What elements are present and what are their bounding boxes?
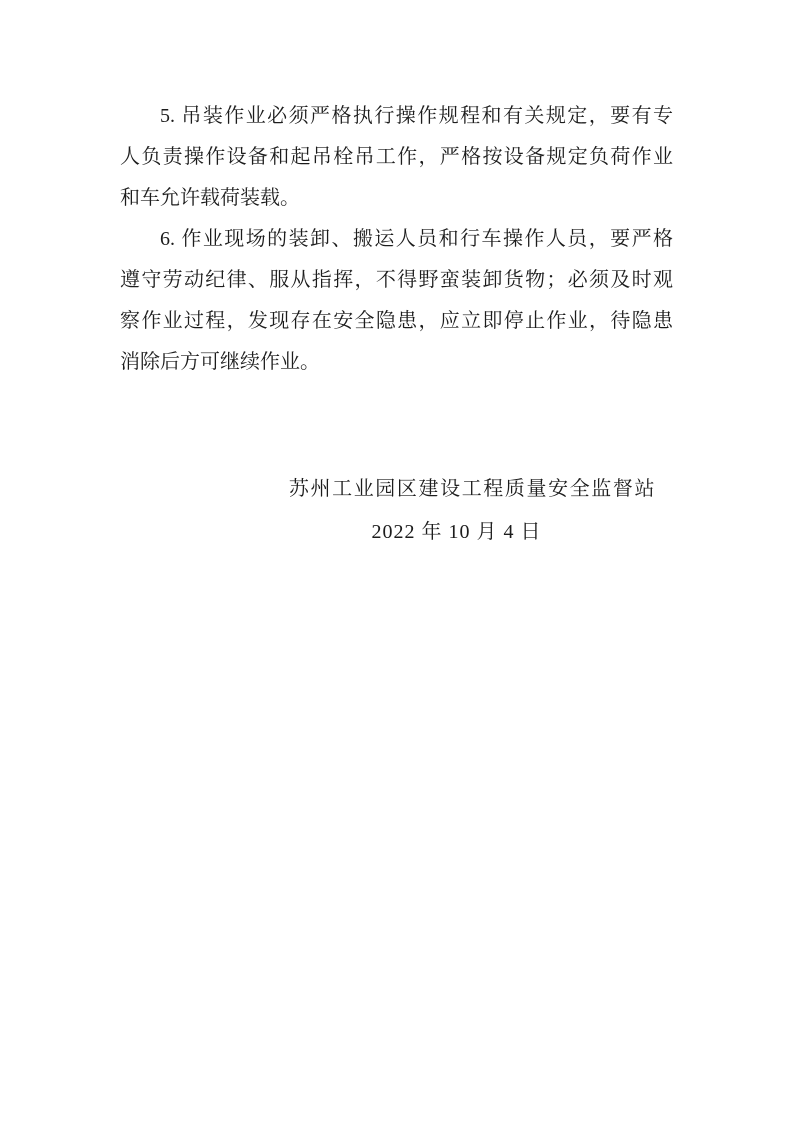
- paragraph-6: [120, 219, 673, 383]
- signature-block: [0, 468, 793, 554]
- paragraph-6-line-2: 遵守劳动纪律、服从指挥，不得野蛮装卸货物；必须及时观: [120, 269, 673, 291]
- signature-organization: 苏州工业园区建设工程质量安全监督站: [288, 478, 657, 500]
- signature-date: 2022 年 10 月 4 日: [371, 521, 542, 543]
- paragraph-5-line-2: 人负责操作设备和起吊栓吊工作，严格按设备规定负荷作业: [120, 146, 673, 168]
- paragraph-5: [120, 96, 673, 219]
- paragraph-6-line-3: 察作业过程，发现存在安全隐患，应立即停止作业，待隐患: [120, 310, 673, 332]
- paragraph-6-line-4: 消除后方可继续作业。: [120, 351, 320, 373]
- paragraph-5-line-3: 和车允许载荷装载。: [120, 187, 300, 209]
- document-body: [120, 96, 673, 383]
- paragraph-6-line-1: 6. 作业现场的装卸、搬运人员和行车操作人员，要严格: [160, 228, 673, 250]
- paragraph-5-line-1: 5. 吊装作业必须严格执行操作规程和有关规定，要有专: [160, 105, 673, 127]
